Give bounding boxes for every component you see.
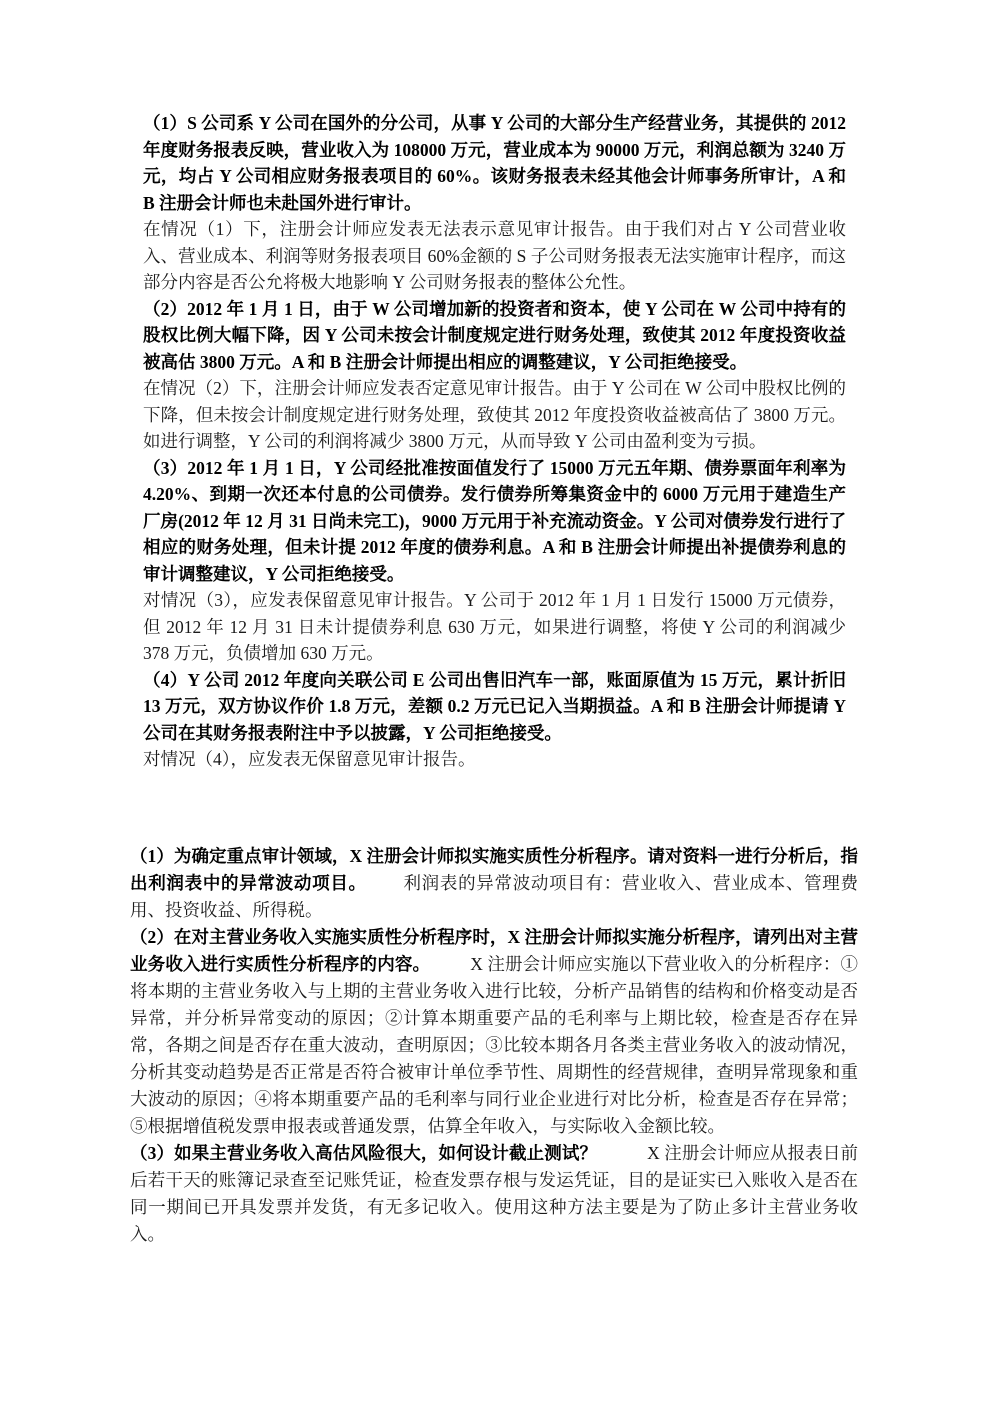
situation-3-text: （3）2012 年 1 月 1 日，Y 公司经批准按面值发行了 15000 万元五年期、债券票面年利率为 4.20%、到期一次还本付息的公司债券。发行债券所筹集资金中的 6000 万元用于建造生产厂房(2012 年 12 月 31 日尚未完工)，9000 万元用于补充流动资金。Y 公司对债券发行进行了相应的财务处理，但未计提 2012 年度的债券利息。A 和 B 注册会计师提出补提债券利息的审计调整建议，Y 公司拒绝接受。 (143, 457, 846, 584)
section-audit-situations (143, 110, 846, 773)
situation-3-opinion: 对情况（3），应发表保留意见审计报告。Y 公司于 2012 年 1 月 1 日发行 15000 万元债券，但 2012 年 12 月 31 日未计提债券利息 630 万元，如果进行调整，将使 Y 公司的利润减少 378 万元，负债增加 630 万元。 (143, 590, 846, 663)
qa-3-question: （3）如果主营业务收入高估风险很大，如何设计截止测试？ (130, 1143, 598, 1163)
situation-4-opinion: 对情况（4），应发表无保留意见审计报告。 (143, 749, 476, 769)
situation-2-opinion: 在情况（2）下，注册会计师应发表否定意见审计报告。由于 Y 公司在 W 公司中股权比例的下降，但未按会计制度规定进行财务处理，致使其 2012 年度投资收益被高估了 3800 万元。如进行调整，Y 公司的利润将减少 3800 万元，从而导致 Y 公司由盈利变为亏损。 (143, 378, 846, 451)
qa-3-answer: X 注册会计师应从报表日前后若干天的账簿记录查至记账凭证，检查发票存根与发运凭证，目的是证实已入账收入是否在同一期间已开具发票并发货，有无多记收入。使用这种方法主要是为了防止多计主营业务收入。 (130, 1143, 859, 1244)
situation-1-opinion: 在情况（1）下，注册会计师应发表无法表示意见审计报告。由于我们对占 Y 公司营业收入、营业成本、利润等财务报表项目 60%金额的 S 子公司财务报表无法实施审计程序，而这部分内容是否公允将极大地影响 Y 公司财务报表的整体公允性。 (143, 219, 846, 292)
situation-1-text: （1）S 公司系 Y 公司在国外的分公司，从事 Y 公司的大部分生产经营业务，其提供的 2012 年度财务报表反映，营业收入为 108000 万元，营业成本为 90000 万元，利润总额为 3240 万元，均占 Y 公司相应财务报表项目的 60%。该财务报表未经其他会计师事务所审计，A 和 B 注册会计师也未赴国外进行审计。 (143, 113, 846, 213)
situation-2-text: （2）2012 年 1 月 1 日，由于 W 公司增加新的投资者和资本，使 Y 公司在 W 公司中持有的股权比例大幅下降，因 Y 公司未按会计制度规定进行财务处理，致使其 2012 年度投资收益被高估 3800 万元。A 和 B 注册会计师提出相应的调整建议，Y 公司拒绝接受。 (143, 298, 846, 372)
section-analytical-procedures (130, 843, 858, 1248)
qa-1-question: （1）为确定重点审计领域，X 注册会计师拟实施实质性分析程序。请对资料一进行分析后，指出利润表中的异常波动项目。 (130, 846, 858, 893)
qa-item-1 (130, 843, 858, 924)
qa-2-answer: X 注册会计师应实施以下营业收入的分析程序：①将本期的主营业务收入与上期的主营业务收入进行比较，分析产品销售的结构和价格变动是否异常，并分析异常变动的原因；②计算本期重要产品的毛利率与上期比较，检查是否存在异常，各期之间是否存在重大波动，查明原因；③比较本期各月各类主营业务收入的波动情况，分析其变动趋势是否正常是否符合被审计单位季节性、周期性的经营规律，查明异常现象和重大波动的原因；④将本期重要产品的毛利率与同行业企业进行对比分析，检查是否存在异常；⑤根据增值税发票申报表或普通发票，估算全年收入，与实际收入金额比较。 (130, 954, 859, 1136)
qa-1-answer: 利润表的异常波动项目有：营业收入、营业成本、管理费用、投资收益、所得税。 (130, 873, 859, 920)
situation-4-text: （4）Y 公司 2012 年度向关联公司 E 公司出售旧汽车一部，账面原值为 15 万元，累计折旧 13 万元，双方协议作价 1.8 万元，差额 0.2 万元已记入当期损益。A 和 B 注册会计师提请 Y 公司在其财务报表附注中予以披露，Y 公司拒绝接受。 (143, 669, 846, 743)
qa-item-2 (130, 924, 858, 1140)
qa-item-3 (130, 1140, 858, 1248)
qa-2-question: （2）在对主营业务收入实施实质性分析程序时，X 注册会计师拟实施分析程序，请列出对主营业务收入进行实质性分析程序的内容。 (130, 927, 858, 974)
